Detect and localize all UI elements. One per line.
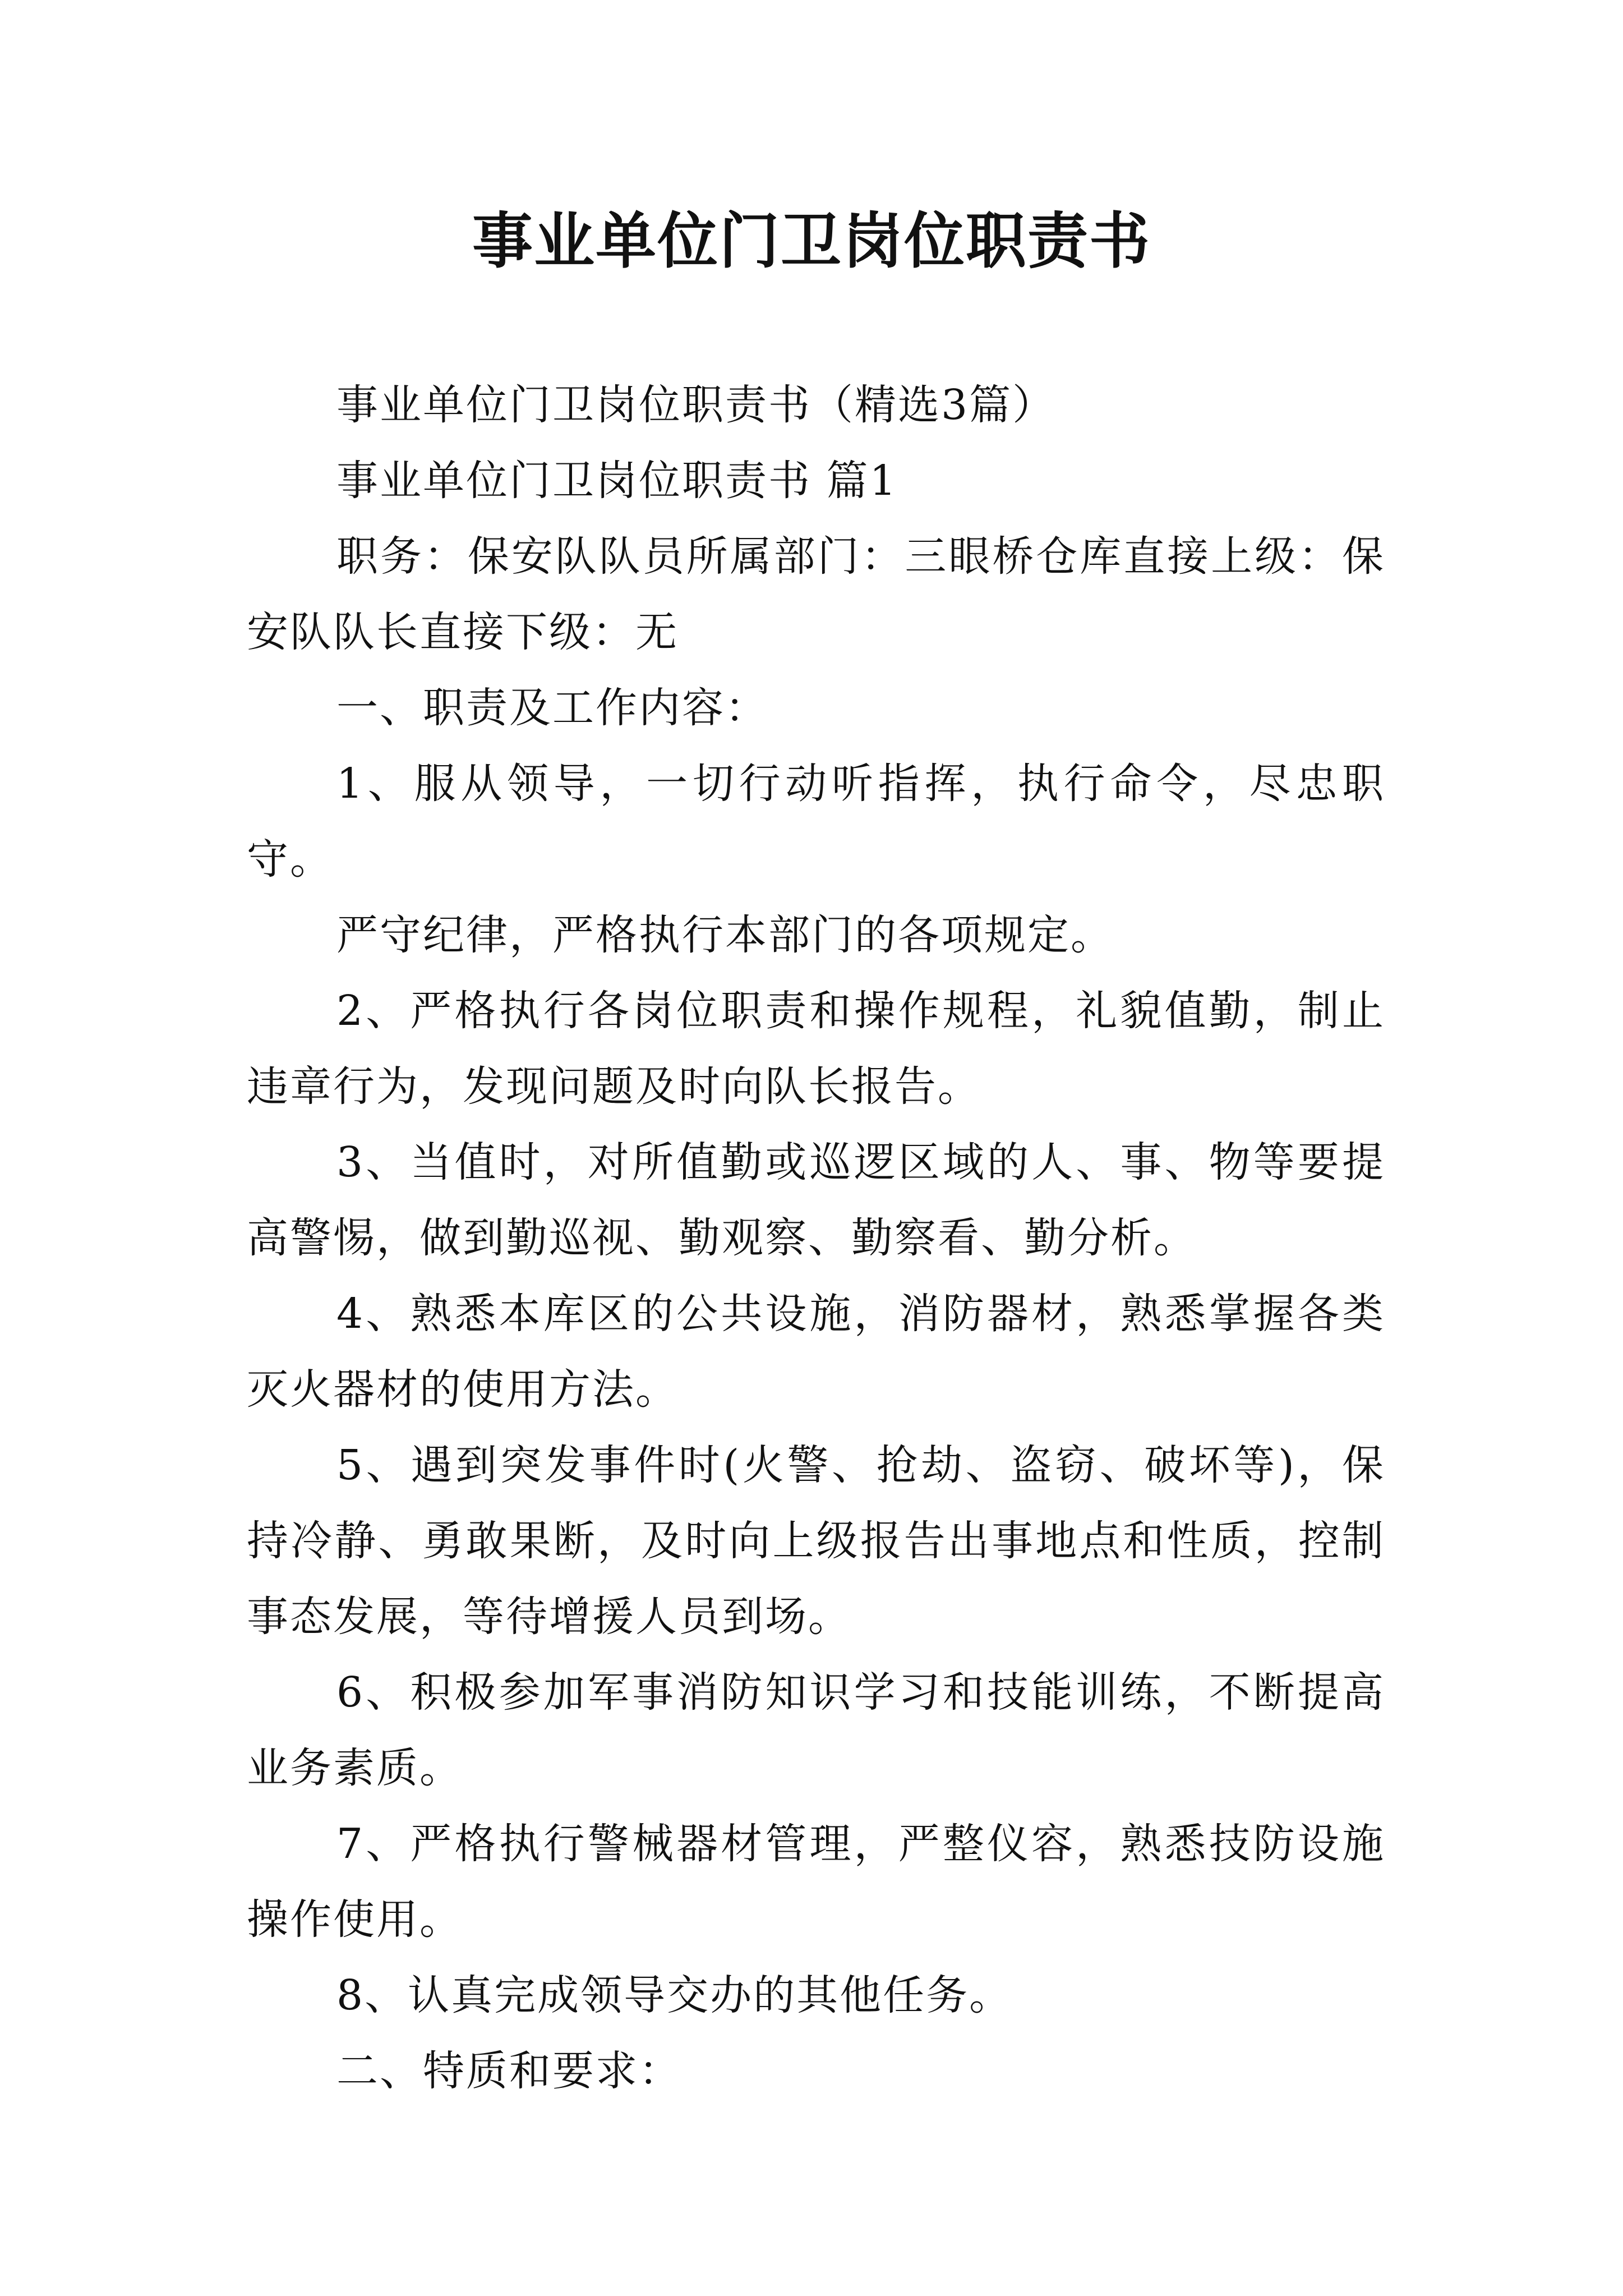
paragraph-item-4: 4、熟悉本库区的公共设施，消防器材，熟悉掌握各类灭火器材的使用方法。 (247, 1290, 1385, 1414)
paragraph-item-5: 5、遇到突发事件时(火警、抢劫、盗窃、破坏等)，保持冷静、勇敢果断，及时向上级报告出事地点和性质，控制事态发展，等待增援人员到场。 (247, 1441, 1385, 1641)
paragraph-item-1-cont: 严守纪律，严格执行本部门的各项规定。 (336, 911, 1114, 959)
paragraph-heading-part1: 事业单位门卫岗位职责书 篇1 (336, 457, 898, 505)
paragraph-item-8: 8、认真完成领导交办的其他任务。 (336, 1971, 1013, 2019)
paragraph-item-6: 6、积极参加军事消防知识学习和技能训练，不断提高业务素质。 (247, 1668, 1385, 1792)
paragraph-item-1: 1、服从领导，一切行动听指挥，执行命令，尽忠职守。 (247, 760, 1385, 884)
paragraph-item-2: 2、严格执行各岗位职责和操作规程，礼貌值勤，制止违章行为，发现问题及时向队长报告。 (247, 987, 1385, 1111)
paragraph-heading-selection: 事业单位门卫岗位职责书（精选3篇） (336, 381, 1056, 429)
paragraph-position-info: 职务：保安队队员所属部门：三眼桥仓库直接上级：保安队队长直接下级：无 (247, 532, 1385, 656)
document-title: 事业单位门卫岗位职责书 (472, 206, 1151, 277)
paragraph-item-3: 3、当值时，对所值勤或巡逻区域的人、事、物等要提高警惕，做到勤巡视、勤观察、勤察看、勤分析。 (247, 1138, 1385, 1262)
document-body (247, 367, 1385, 2109)
paragraph-item-7: 7、严格执行警械器材管理，严整仪容，熟悉技防设施操作使用。 (247, 1820, 1385, 1944)
paragraph-section-1-heading: 一、职责及工作内容： (336, 684, 768, 732)
paragraph-section-2-heading: 二、特质和要求： (336, 2047, 682, 2095)
